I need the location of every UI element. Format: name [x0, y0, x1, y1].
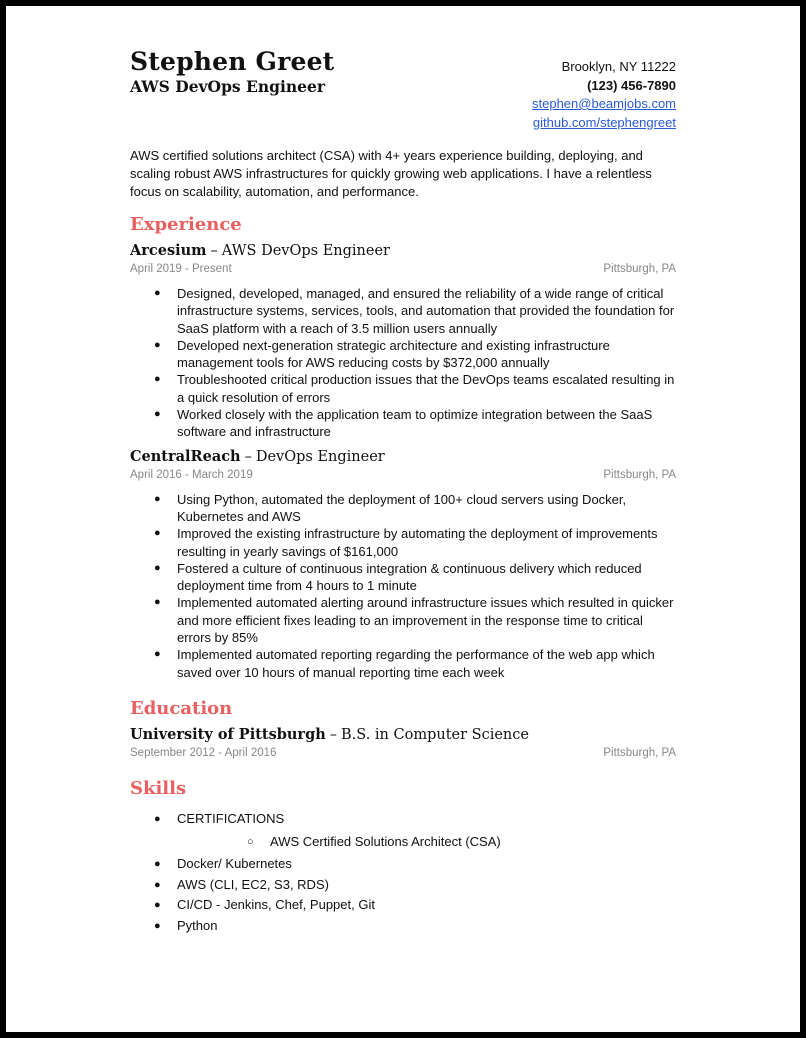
summary-paragraph: AWS certified solutions architect (CSA) with 4+ years experience building, deploying, and scaling robust AWS infrastructures for quickly growing web applications. I have a relentless focus on scalability, automation, and performance. — [130, 148, 652, 199]
contact-email-link[interactable]: stephen@beamjobs.com — [532, 96, 676, 111]
bullet-item — [130, 646, 676, 681]
skill-text: Python — [177, 917, 218, 933]
bullet-text: Using Python, automated the deployment of 100+ cloud servers using Docker, Kubernetes and AWS — [177, 491, 627, 524]
bullet-text: Fostered a culture of continuous integration & continuous delivery which reduced deployment time from 4 hours to 1 minute — [177, 560, 642, 594]
bullet-icon: ● — [154, 338, 161, 351]
education-heading: Education — [130, 697, 233, 719]
job-separator: – — [244, 448, 252, 465]
education-location: Pittsburgh, PA — [603, 746, 676, 759]
job-heading — [130, 447, 676, 467]
bullet-item — [130, 406, 676, 441]
bullet-text: Implemented automated alerting around infrastructure issues which resulted in quicker and more efficient fixes leading to an improvement in the response time to critical errors by 85% — [177, 595, 674, 646]
job-meta — [130, 467, 676, 483]
job-role: DevOps Engineer — [255, 448, 385, 465]
bullet-text: Improved the existing infrastructure by automating the deployment of improvements resulting in yearly savings of $161,000 — [177, 526, 658, 559]
resume-header — [130, 46, 676, 136]
bullet-text: Designed, developed, managed, and ensured the reliability of a wide range of critical infrastructure systems, services, tools, and automation that provided the foundation for SaaS platform with a reach of 3.5 million users annually — [177, 286, 675, 336]
contact-github-link[interactable]: github.com/stephengreet — [532, 114, 676, 130]
job-location: Pittsburgh, PA — [603, 468, 676, 481]
bullet-text: Developed next-generation strategic architecture and existing infrastructure management tools for AWS reducing costs by $372,000 annually — [177, 337, 610, 371]
job-company: Arcesium — [130, 242, 207, 259]
job-heading — [130, 241, 676, 261]
job-meta — [130, 261, 676, 277]
bullet-icon: ● — [154, 858, 161, 871]
education-heading-line — [130, 725, 676, 745]
job-entry-arcesium — [130, 241, 676, 441]
bullet-item — [130, 560, 676, 595]
experience-heading: Experience — [130, 214, 242, 235]
skill-text: AWS (CLI, EC2, S3, RDS) — [177, 876, 329, 892]
bullet-icon: ● — [154, 492, 161, 505]
bullet-icon: ● — [154, 287, 161, 299]
bullet-item — [130, 337, 676, 372]
bullet-text: Implemented automated reporting regarding the performance of the web app which saved over 10 hours of manual reporting time each week — [177, 647, 655, 680]
bullet-item — [130, 594, 676, 646]
job-bullets — [130, 491, 676, 681]
education-dates: September 2012 - April 2016 — [130, 746, 277, 759]
bullet-item — [130, 371, 676, 406]
job-entry-centralreach — [130, 447, 676, 681]
contact-block — [532, 58, 676, 132]
bullet-icon: ● — [154, 812, 161, 825]
skills-list — [130, 809, 676, 937]
job-separator: – — [210, 243, 218, 259]
bullet-item — [130, 491, 676, 526]
bullet-item — [130, 285, 676, 337]
skill-text: CERTIFICATIONS — [177, 810, 285, 826]
bullet-icon: ● — [154, 878, 161, 891]
bullet-text: Worked closely with the application team to optimize integration between the SaaS software and infrastructure — [177, 407, 653, 440]
skills-heading: Skills — [130, 777, 187, 799]
job-location: Pittsburgh, PA — [603, 263, 676, 275]
job-dates: April 2016 - March 2019 — [130, 468, 253, 481]
bullet-icon: ● — [154, 561, 161, 574]
bullet-item — [130, 525, 676, 560]
certification-item — [177, 832, 676, 852]
bullet-icon: ● — [154, 527, 161, 540]
bullet-icon: ● — [154, 919, 161, 932]
job-bullets — [130, 285, 676, 441]
bullet-icon: ● — [154, 899, 161, 912]
contact-phone: (123) 456-7890 — [587, 77, 676, 93]
skill-item — [130, 854, 676, 875]
skill-text: Docker/ Kubernetes — [177, 856, 292, 872]
bullet-text: Troubleshooted critical production issues that the DevOps teams escalated resulting in a quick resolution of errors — [177, 372, 675, 405]
sub-bullet-icon: ○ — [247, 836, 254, 849]
education-degree: B.S. in Computer Science — [341, 726, 529, 743]
bullet-icon: ● — [154, 648, 161, 661]
skill-item — [130, 916, 676, 937]
education-entry — [130, 725, 676, 761]
education-separator: – — [329, 726, 338, 743]
bullet-icon: ● — [154, 408, 161, 421]
certification-text: AWS Certified Solutions Architect (CSA) — [270, 834, 501, 850]
candidate-name: Stephen Greet — [130, 47, 335, 76]
education-meta — [130, 745, 676, 761]
skill-item — [130, 875, 676, 896]
contact-location: Brooklyn, NY 11222 — [561, 59, 676, 74]
bullet-icon: ● — [154, 373, 161, 386]
skill-item — [130, 895, 676, 916]
job-role: AWS DevOps Engineer — [221, 243, 390, 259]
candidate-title: AWS DevOps Engineer — [130, 77, 325, 96]
job-dates: April 2019 - Present — [130, 263, 232, 275]
skill-text: CI/CD - Jenkins, Chef, Puppet, Git — [177, 897, 375, 913]
resume-page — [130, 46, 676, 936]
certification-list — [177, 832, 676, 852]
education-school: University of Pittsburgh — [130, 725, 326, 743]
bullet-icon: ● — [154, 596, 161, 609]
job-company: CentralReach — [130, 447, 241, 465]
skill-item — [130, 809, 676, 853]
